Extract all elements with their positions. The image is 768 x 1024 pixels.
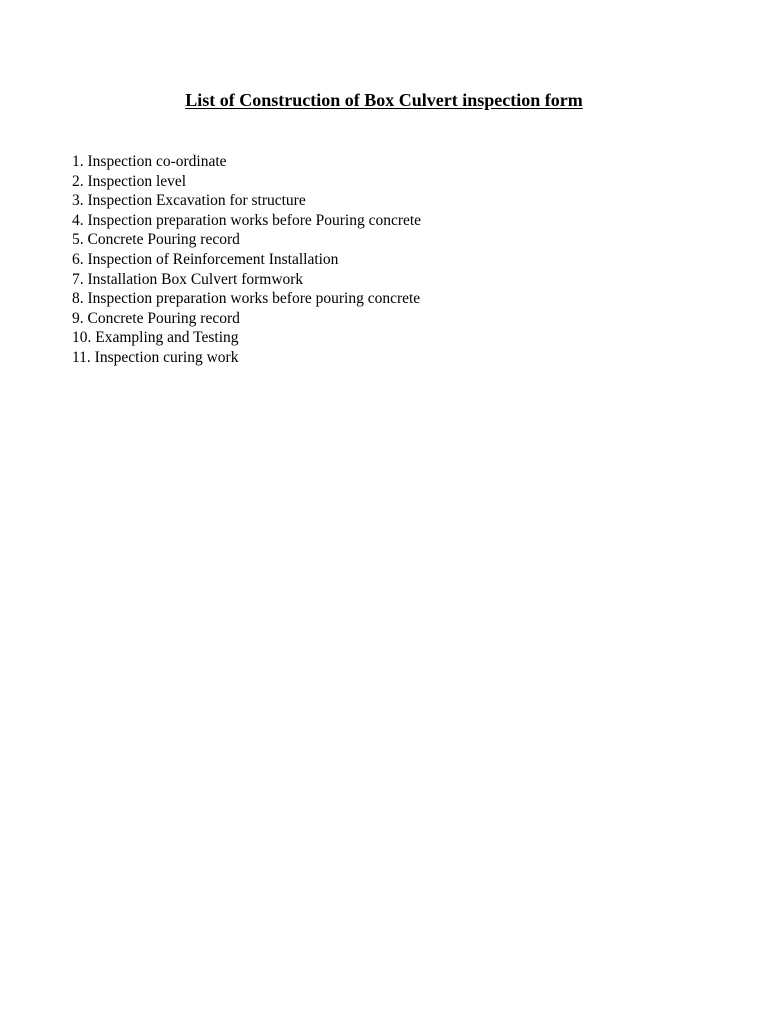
list-item: 9. Concrete Pouring record <box>72 309 240 327</box>
list-item: 5. Concrete Pouring record <box>72 231 240 249</box>
list-item: 7. Installation Box Culvert formwork <box>72 270 304 288</box>
list-item: 4. Inspection preparation works before Pouring concrete <box>72 211 422 229</box>
inspection-list <box>72 152 712 368</box>
list-item: 1. Inspection co-ordinate <box>72 153 227 170</box>
list-item: 8. Inspection preparation works before pouring concrete <box>72 290 421 308</box>
list-item: 2. Inspection level <box>72 172 187 190</box>
list-item: 11. Inspection curing work <box>72 348 239 366</box>
list-item: 6. Inspection of Reinforcement Installation <box>72 250 339 268</box>
list-item: 3. Inspection Excavation for structure <box>72 192 306 210</box>
list-item: 10. Exampling and Testing <box>72 329 239 347</box>
document-title: List of Construction of Box Culvert inspection form <box>185 90 583 110</box>
